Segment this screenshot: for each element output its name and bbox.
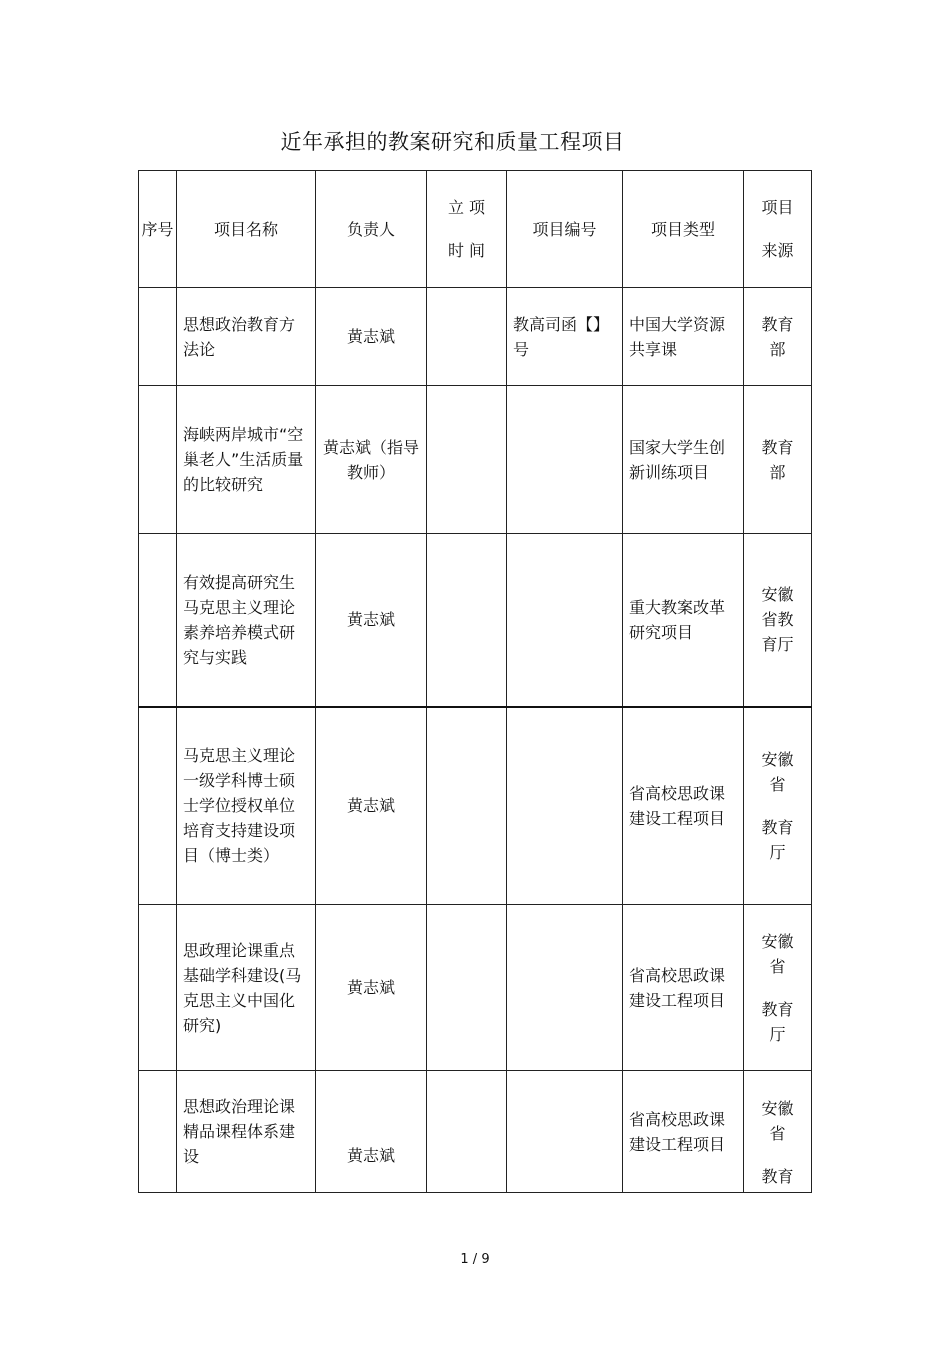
cell-type: 省高校思政课建设工程项目: [623, 1071, 744, 1193]
cell-type: 国家大学生创新训练项目: [623, 386, 744, 534]
header-source-line1: 项目: [761, 198, 794, 217]
cell-leader: 黄志斌: [316, 534, 427, 707]
header-time: [427, 171, 507, 288]
table-row: [139, 905, 812, 1071]
page-title: 近年承担的教案研究和质量工程项目: [280, 130, 625, 154]
cell-source-line1: 安徽省: [761, 1099, 794, 1143]
table-header-row: [139, 171, 812, 288]
cell-source-line2: 教育厅: [761, 817, 794, 862]
cell-type: 重大教案改革研究项目: [623, 534, 744, 707]
cell-type: 省高校思政课建设工程项目: [623, 707, 744, 905]
projects-table: [138, 170, 812, 1193]
cell-source: [744, 1071, 812, 1193]
cell-leader: 黄志斌: [316, 707, 427, 905]
cell-source: [744, 905, 812, 1071]
cell-name: 马克思主义理论一级学科博士硕士学位授权单位培育支持建设项目（博士类）: [177, 707, 316, 905]
cell-name: 思政理论课重点基础学科建设(马克思主义中国化研究): [177, 905, 316, 1071]
table-row: [139, 707, 812, 905]
page-number: 1 / 9: [460, 1252, 490, 1267]
cell-source: [744, 386, 812, 534]
cell-time: [427, 905, 507, 1071]
cell-leader: 黄志斌: [316, 905, 427, 1071]
cell-code: [507, 905, 623, 1071]
header-source: [744, 171, 812, 288]
cell-type: 省高校思政课建设工程项目: [623, 905, 744, 1071]
cell-source-line1: 安徽省: [761, 931, 794, 976]
header-seq: 序号: [139, 171, 177, 288]
cell-seq: [139, 534, 177, 707]
cell-code: 教高司函【】号: [507, 288, 623, 386]
cell-seq: [139, 707, 177, 905]
cell-code: [507, 534, 623, 707]
cell-seq: [139, 905, 177, 1071]
table-row: [139, 386, 812, 534]
cell-time: [427, 707, 507, 905]
header-leader: 负责人: [316, 171, 427, 288]
table-row: [139, 534, 812, 707]
cell-name: 海峡两岸城市“空巢老人”生活质量的比较研究: [177, 386, 316, 534]
cell-time: [427, 1071, 507, 1193]
header-time-line2: 时 间: [447, 241, 486, 260]
cell-source-line2: 教育厅: [761, 999, 794, 1044]
header-name: 项目名称: [177, 171, 316, 288]
cell-source-line2: 教育: [761, 1167, 794, 1186]
cell-leader: 黄志斌: [316, 288, 427, 386]
cell-leader: 黄志斌（指导教师）: [316, 386, 427, 534]
table-row: [139, 1071, 812, 1193]
cell-type: 中国大学资源共享课: [623, 288, 744, 386]
cell-source-line1: 教育部: [761, 437, 794, 482]
cell-seq: [139, 1071, 177, 1193]
cell-name: 思想政治理论课精品课程体系建设: [177, 1071, 316, 1193]
cell-source: [744, 707, 812, 905]
header-time-line1: 立 项: [447, 198, 486, 217]
cell-leader: 黄志斌: [316, 1071, 427, 1193]
cell-seq: [139, 386, 177, 534]
cell-code: [507, 707, 623, 905]
cell-time: [427, 534, 507, 707]
cell-seq: [139, 288, 177, 386]
cell-source-line1: 安徽省: [761, 749, 794, 794]
header-code: 项目编号: [507, 171, 623, 288]
cell-name: 思想政治教育方法论: [177, 288, 316, 386]
cell-source-line1: 安徽省教育厅: [761, 585, 794, 655]
cell-source: [744, 534, 812, 707]
cell-code: [507, 1071, 623, 1193]
cell-time: [427, 288, 507, 386]
cell-code: [507, 386, 623, 534]
cell-name: 有效提高研究生马克思主义理论素养培养模式研究与实践: [177, 534, 316, 707]
header-source-line2: 来源: [761, 241, 794, 260]
cell-time: [427, 386, 507, 534]
cell-source-line1: 教育部: [761, 314, 794, 359]
cell-source: [744, 288, 812, 386]
table-row: [139, 288, 812, 386]
header-type: 项目类型: [623, 171, 744, 288]
